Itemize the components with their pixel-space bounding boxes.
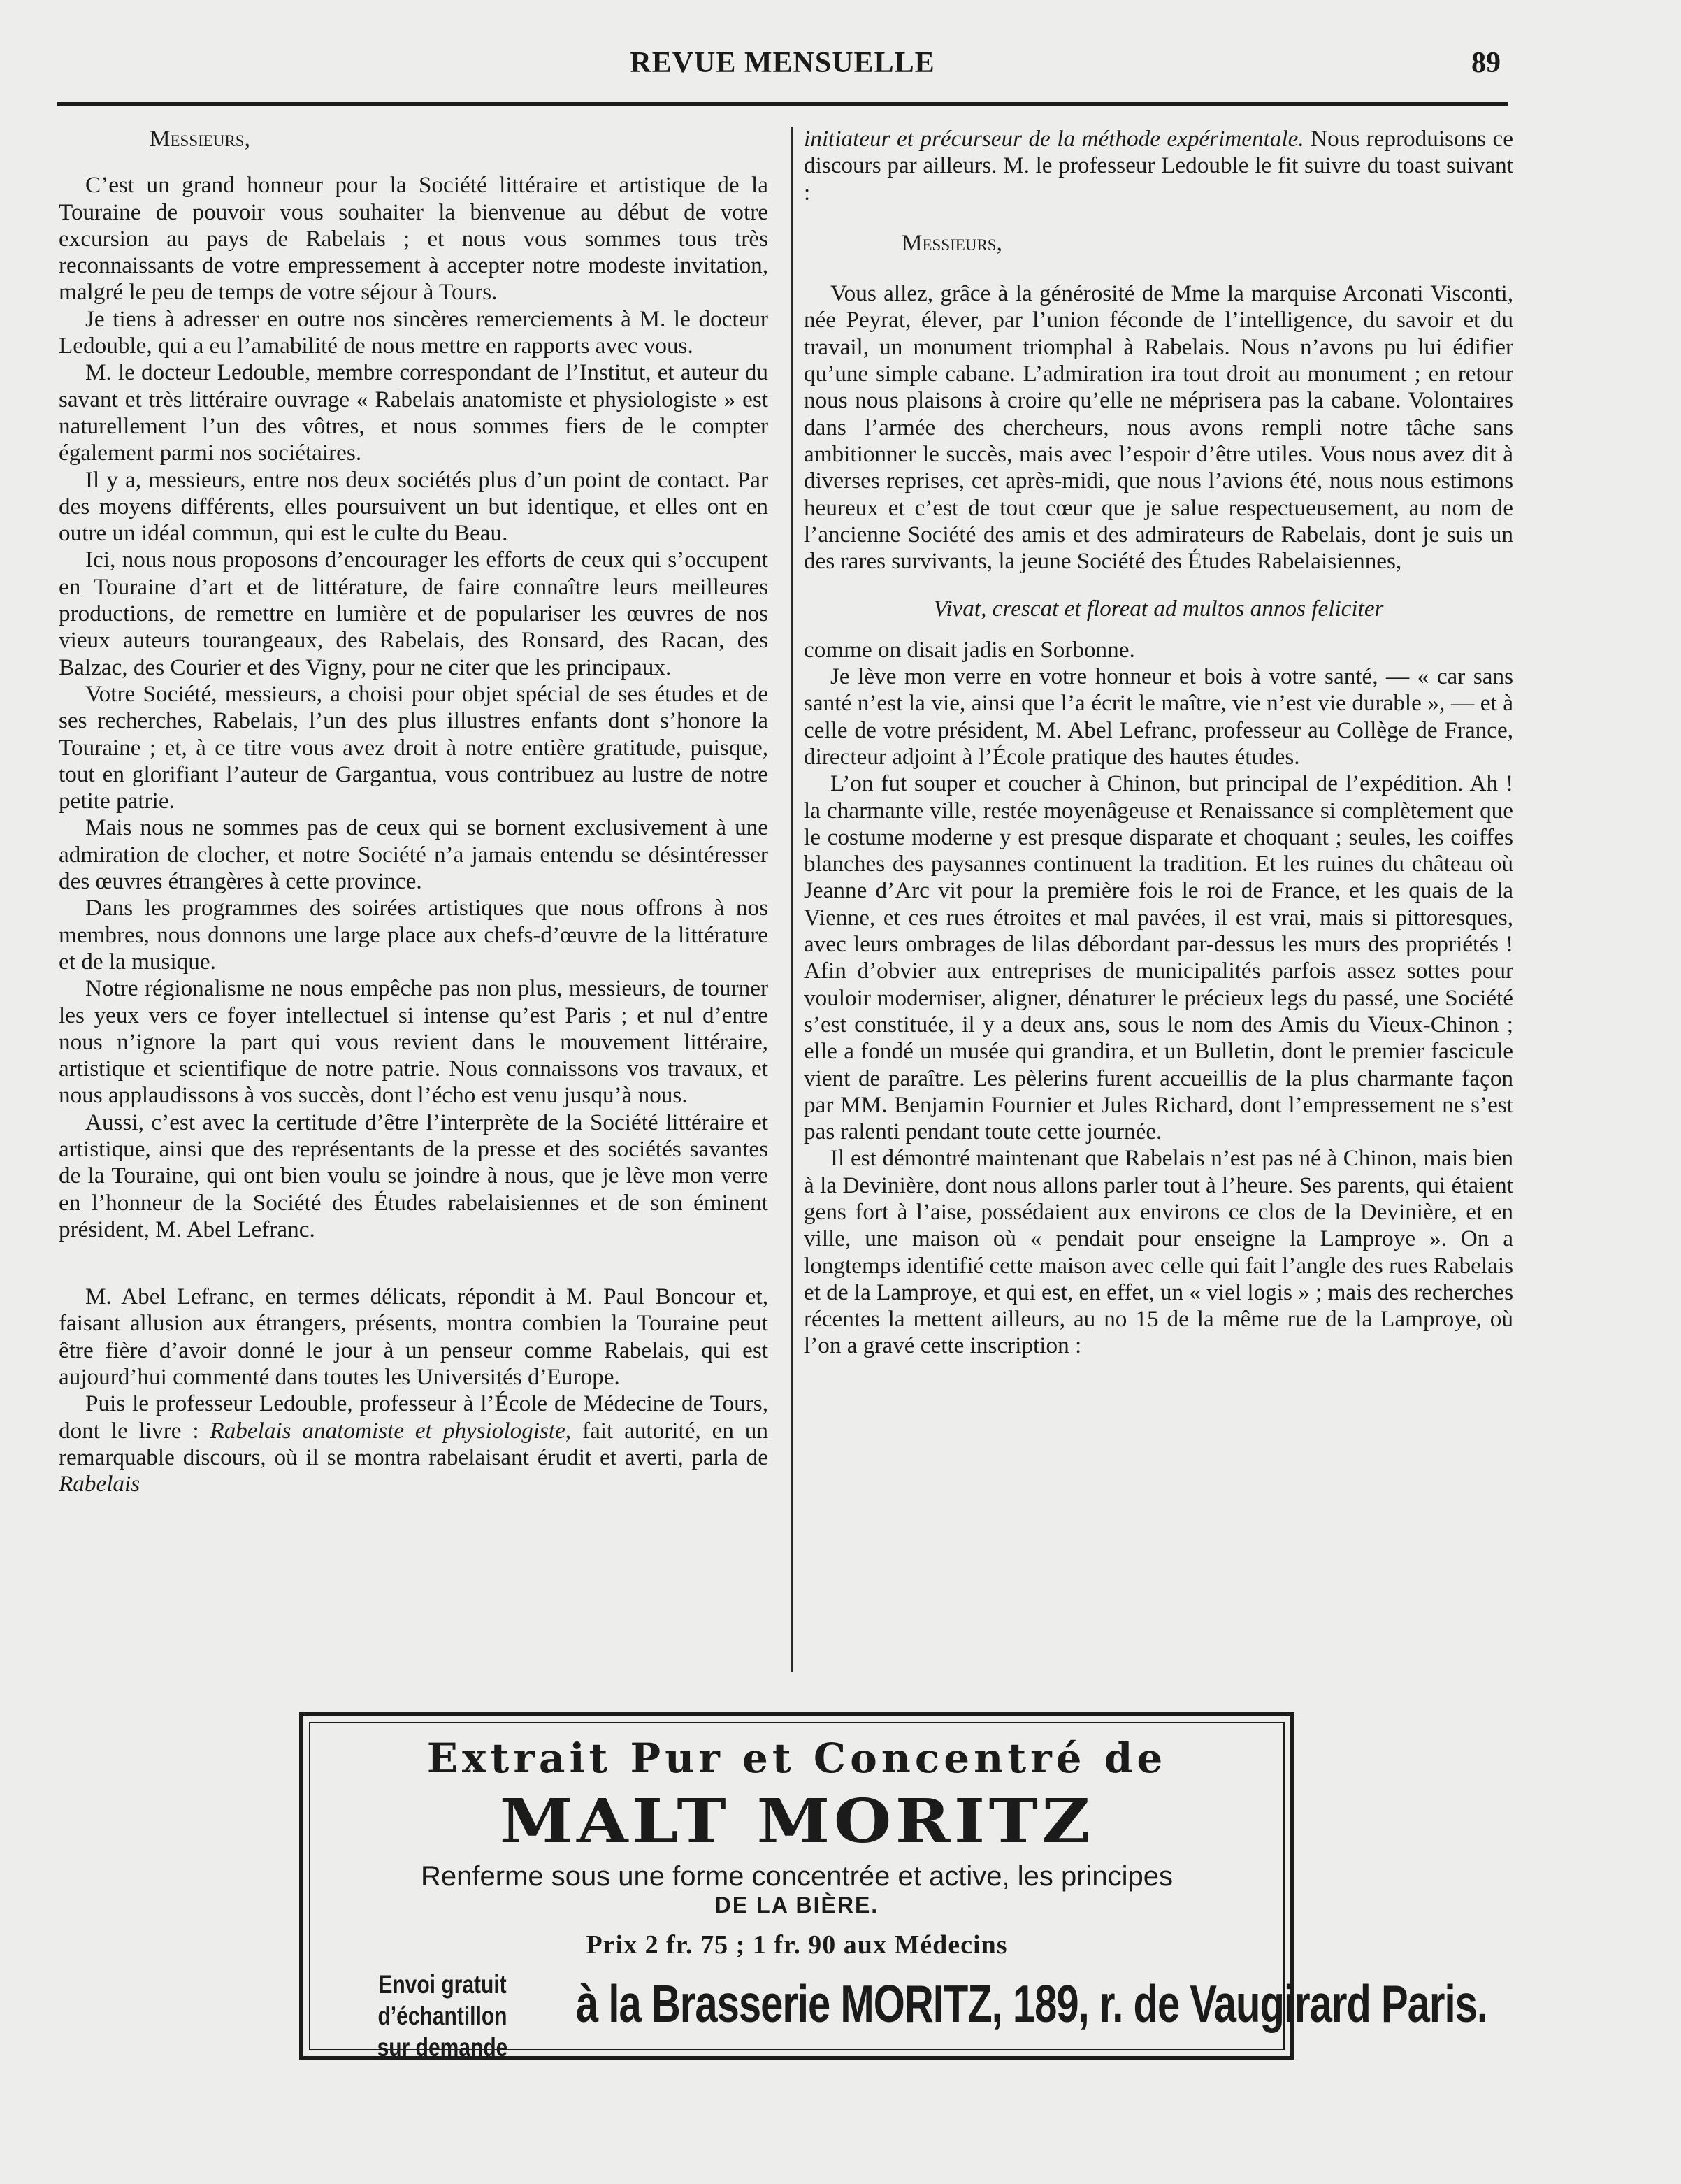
paragraph: Dans les programmes des soirées artistiques que nous offrons à nos membres, nous donnons une large place aux chefs-d’œuvre de la littérature et de la musique. xyxy=(59,895,768,975)
paragraph: Je lève mon verre en votre honneur et bois à votre santé, — « car sans santé n’est la vie, ainsi que l’a écrit le maître, vie n’est vie durable », — et à celle de votre président, M. Abel Lefranc, professeur au Collège de France, directeur adjoint à l’École pratique des hautes études. xyxy=(804,663,1513,770)
page-number: 89 xyxy=(1471,47,1501,79)
ad-description-bold: DE LA BIÈRE. xyxy=(714,1892,879,1918)
left-column xyxy=(59,126,768,1498)
paragraph: M. le docteur Ledouble, membre correspondant de l’Institut, et auteur du savant et très littéraire ouvrage « Rabelais anatomiste et physiologiste » est naturellement l’un des vôtres, et nous sommes fiers de le compter également parmi nos sociétaires. xyxy=(59,359,768,466)
ad-sample-line: sur demande xyxy=(377,2033,508,2062)
running-title: REVUE MENSUELLE xyxy=(630,47,935,79)
text-run: Nous reproduisons ce discours par ailleurs. M. le professeur Ledouble le fit suivre du toast suivant : xyxy=(804,126,1513,206)
text-run: , fait autorité, en un remarquable discours, où il se montra rabelaisant érudit et averti, parla de xyxy=(59,1417,768,1470)
paragraph: C’est un grand honneur pour la Société littéraire et artistique de la Touraine de pouvoir vous souhaiter la bienvenue au début de votre excursion au pays de Rabelais ; et nous vous sommes tous très reconnaissants de votre empressement à accepter notre modeste invitation, malgré le peu de temps de votre séjour à Tours. xyxy=(59,172,768,306)
ad-product-name: MALT MORITZ xyxy=(499,1786,1095,1857)
advertisement-frame xyxy=(309,1722,1487,2062)
paragraph: Il y a, messieurs, entre nos deux sociétés plus d’un point de contact. Par des moyens différents, elles poursuivent un but identique, et elles ont en outre un idéal commun, qui est le culte du Beau. xyxy=(59,466,768,547)
advertisement xyxy=(299,1712,1487,2062)
ad-footer xyxy=(310,1969,1487,2062)
salutation: Messieurs, xyxy=(150,126,250,152)
ad-address: à la Brasserie MORITZ, 189, r. de Vaugirard Paris. xyxy=(576,1974,1487,2034)
paragraph: comme on disait jadis en Sorbonne. xyxy=(804,636,1135,663)
paragraph xyxy=(804,126,1513,206)
ad-sample-line: Envoi gratuit d’échantillon xyxy=(377,1970,507,2031)
paragraph: Il est démontré maintenant que Rabelais n’est pas né à Chinon, mais bien à la Devinière, dont nous allons parler tout à l’heure. Ses parents, qui étaient gens fort à l’aise, possédaient aux environs ce clos de la Devinière, et en ville, une maison où « pendait pour enseigne la Lamproye ». On a longtemps identifié cette maison avec celle qui fait l’angle des rues Rabelais et de la Lamproye, et qui est, en effet, un « viel logis » ; mais des recherches récentes la mettent ailleurs, au no 15 de la même rue de la Lamproye, où l’on a gravé cette inscription : xyxy=(804,1145,1513,1359)
ad-price: Prix 2 fr. 75 ; 1 fr. 90 aux Médecins xyxy=(586,1930,1008,1960)
book-title: Rabelais anatomiste et physiologiste xyxy=(210,1417,565,1444)
italic-run: initiateur et précurseur de la méthode expérimentale. xyxy=(804,126,1304,152)
paragraph: M. Abel Lefranc, en termes délicats, répondit à M. Paul Boncour et, faisant allusion aux étrangers, présents, montra combien la Touraine peut être fière d’avoir donné le jour à un penseur comme Rabelais, qui est aujourd’hui commenté dans toutes les Universités d’Europe. xyxy=(59,1284,768,1391)
ad-sample-offer xyxy=(320,1969,565,2064)
paragraph: L’on fut souper et coucher à Chinon, but principal de l’expédition. Ah ! la charmante ville, restée moyenâgeuse et Renaissance si complètement que le costume moderne y est presque disparate et choquant ; seules, les coiffes blanches des paysannes continuent la tradition. Et les ruines du château où Jeanne d’Arc vit pour la première fois le roi de France, et les quais de la Vienne, et ces rues étroites et mal pavées, il est vrai, mais si pittoresques, avec leurs ombrages de lilas débordant par-dessus les murs des propriétés ! Afin d’obvier aux entreprises de municipalités parfois assez sottes pour vouloir moderniser, aligner, dénaturer le précieux legs du passé, une Société s’est constituée, il y a deux ans, sous le nom des Amis du Vieux-Chinon ; elle a fondé un musée qui grandira, et un Bulletin, dont le premier fascicule vient de paraître. Les pèlerins furent accueillis de la plus charmante façon par MM. Benjamin Fournier et Jules Richard, dont l’empressement ne s’est pas ralenti pendant toute cette journée. xyxy=(804,770,1513,1145)
paragraph: Ici, nous nous proposons d’encourager les efforts de ceux qui s’occupent en Touraine d’art et de littérature, de faire connaître leurs meilleures productions, de remettre en lumière et de populariser les œuvres de nos vieux auteurs tourangeaux, des Rabelais, des Ronsard, des Racan, des Balzac, des Courier et des Vigny, pour ne citer que les principaux. xyxy=(59,547,768,680)
paragraph xyxy=(59,1391,768,1497)
ad-description: Renferme sous une forme concentrée et active, les principes xyxy=(420,1861,1174,1892)
paragraph: Je tiens à adresser en outre nos sincères remerciements à M. le docteur Ledouble, qui a eu l’amabilité de nous mettre en rapports avec vous. xyxy=(59,306,768,359)
paragraph: Vous allez, grâce à la générosité de Mme la marquise Arconati Visconti, née Peyrat, élever, par l’union féconde de l’intelligence, du savoir et du travail, un monument triomphal à Rabelais. Nous n’avons pu lui édifier qu’une simple cabane. L’admiration ira tout droit au monument ; en retour nous nous plaisons à croire qu’elle ne méprisera pas la cabane. Volontaires dans l’armée des chercheurs, nous avons rempli notre tâche sans ambitionner le succès, mais avec l’espoir d’être utiles. Vous nous avez dit à diverses reprises, cet après-midi, que nous l’avions été, nous nous estimons heureux et c’est de tout cœur que je salue respectueusement, au nom de l’ancienne Société des amis et des admirateurs de Rabelais, dont je suis un des rares survivants, la jeune Société des Études Rabelaisiennes, xyxy=(804,280,1513,575)
paragraph: Votre Société, messieurs, a choisi pour objet spécial de ses études et de ses recherches, Rabelais, l’un des plus illustres enfants dont s’honore la Touraine ; et, à ce titre vous avez droit à notre entière gratitude, puisque, tout en glorifiant l’auteur de Gargantua, vous contribuez au lustre de notre petite patrie. xyxy=(59,680,768,814)
right-column xyxy=(804,126,1513,1360)
ad-headline: Extrait Pur et Concentré de xyxy=(426,1734,1167,1782)
italic-run: Rabelais xyxy=(59,1471,140,1497)
paragraph: Mais nous ne sommes pas de ceux qui se bornent exclusivement à une admiration de clocher, et notre Société n’a jamais entendu se désintéresser des œuvres étrangères à cette province. xyxy=(59,814,768,895)
latin-motto: Vivat, crescat et floreat ad multos annos feliciter xyxy=(933,596,1384,622)
salutation: Messieurs, xyxy=(902,229,1002,256)
text-run: Puis le professeur Ledouble, professeur à l’École de Médecine de Tours, dont le livre : xyxy=(59,1391,768,1444)
column-divider xyxy=(791,127,793,1672)
paragraph: Aussi, c’est avec la certitude d’être l’interprète de la Société littéraire et artistique, ainsi que des représentants de la presse et des sociétés savantes de la Touraine, qui ont bien voulu se joindre à nous, que je lève mon verre en l’honneur de la Société des Études rabelaisiennes et de son éminent président, M. Abel Lefranc. xyxy=(59,1109,768,1242)
page-header xyxy=(57,43,1508,106)
paragraph: Notre régionalisme ne nous empêche pas non plus, messieurs, de tourner les yeux vers ce foyer intellectuel si intense qu’est Paris ; et nul d’entre nous n’ignore la part qui vous revient dans le mouvement littéraire, artistique et scientifique de notre patrie. Nous connaissons vos travaux, et nous applaudissons à vos succès, dont l’écho est venu jusqu’à nous. xyxy=(59,975,768,1109)
